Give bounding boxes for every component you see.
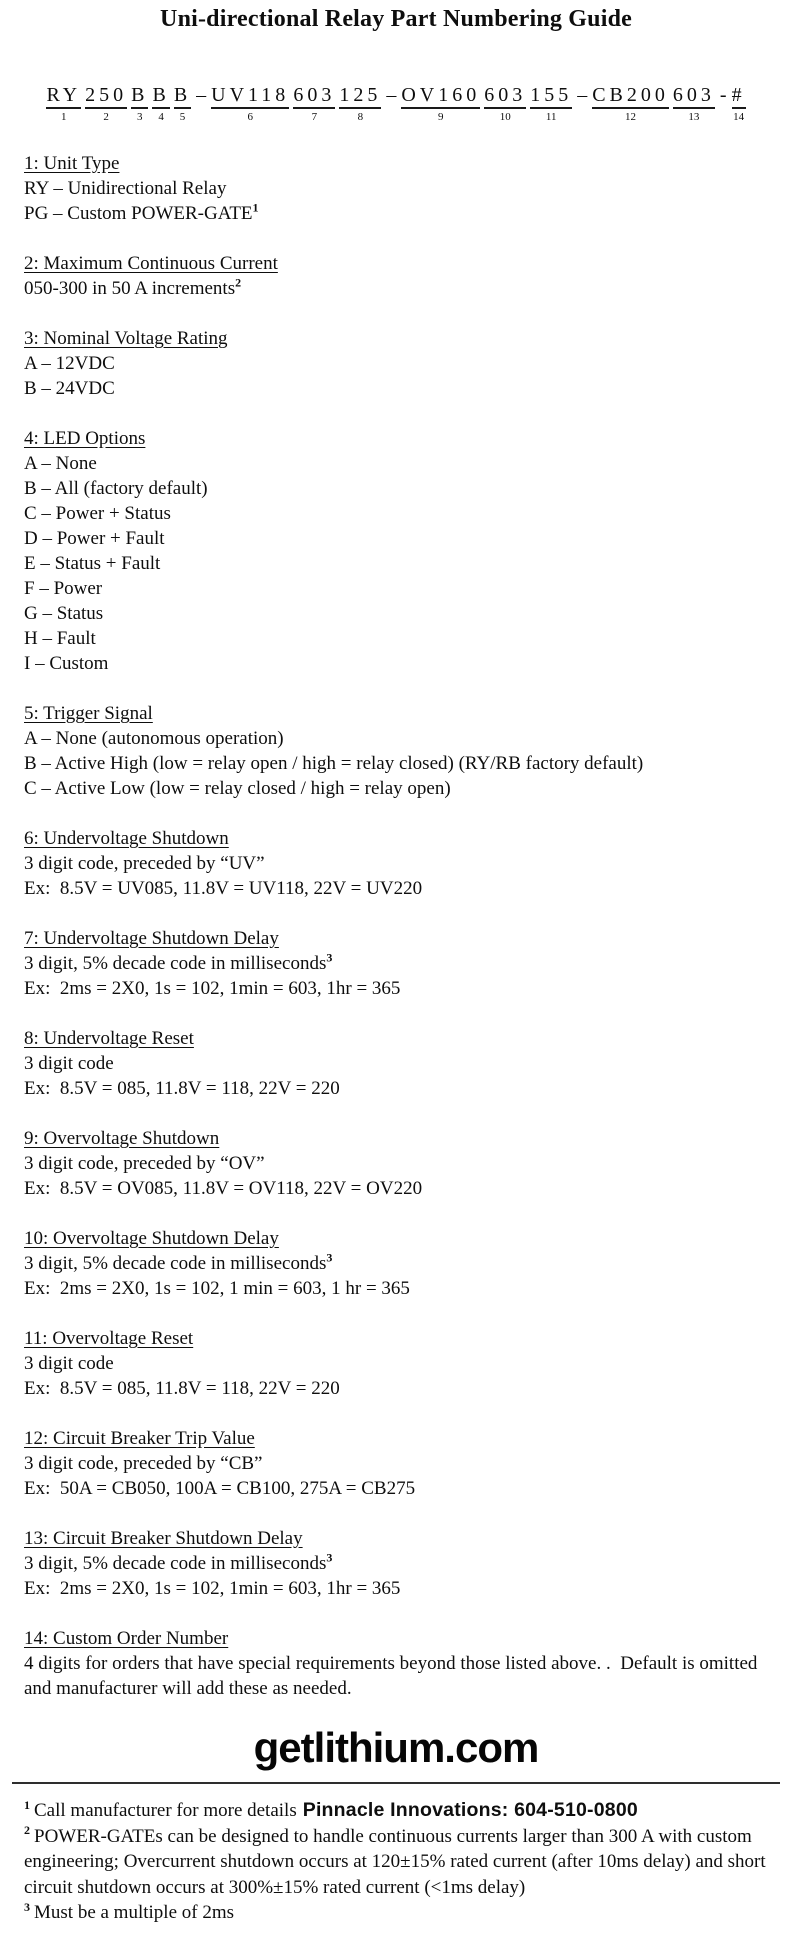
segment-index bbox=[722, 109, 725, 120]
page-title: Uni-directional Relay Part Numbering Guide bbox=[160, 6, 632, 32]
superscript-footnote-ref: 1 bbox=[252, 200, 259, 215]
segment-index: 13 bbox=[688, 111, 700, 123]
section-heading: 10: Overvoltage Shutdown Delay bbox=[24, 1228, 279, 1249]
segment-text: – bbox=[386, 84, 397, 106]
part-number-diagram bbox=[24, 85, 768, 123]
section-line: Ex: 8.5V = 085, 11.8V = 118, 22V = 220 bbox=[24, 1078, 340, 1099]
segment-text: – bbox=[196, 84, 207, 106]
segment-index: 8 bbox=[357, 111, 364, 123]
segment-index: 14 bbox=[733, 111, 745, 123]
section bbox=[24, 701, 768, 801]
section-list bbox=[24, 151, 768, 1701]
section-line: F – Power bbox=[24, 578, 103, 599]
segment-text: RY bbox=[46, 85, 81, 109]
segment-index: 4 bbox=[158, 111, 164, 123]
section-heading: 7: Undervoltage Shutdown Delay bbox=[24, 928, 279, 949]
part-segment bbox=[530, 85, 572, 123]
section-line: 3 digit code bbox=[24, 1353, 114, 1374]
section bbox=[24, 1126, 768, 1201]
segment-text: B bbox=[152, 85, 169, 109]
segment-index bbox=[390, 109, 393, 120]
divider-line bbox=[12, 1782, 780, 1784]
section-heading: 6: Undervoltage Shutdown bbox=[24, 828, 229, 849]
part-segment bbox=[131, 85, 148, 123]
segment-text: CB200 bbox=[592, 85, 669, 109]
section-line: Ex: 2ms = 2X0, 1s = 102, 1min = 603, 1hr = 365 bbox=[24, 978, 401, 999]
part-segment bbox=[211, 85, 289, 123]
segment-index: 11 bbox=[545, 111, 557, 123]
segment-text: UV118 bbox=[211, 85, 289, 109]
section-heading: 8: Undervoltage Reset bbox=[24, 1028, 194, 1049]
segment-index: 5 bbox=[179, 111, 186, 123]
part-segment bbox=[401, 85, 480, 123]
segment-index: 1 bbox=[61, 111, 67, 123]
segment-text: 603 bbox=[293, 85, 335, 109]
section bbox=[24, 1326, 768, 1401]
section-line: 050-300 in 50 A increments$^2$ bbox=[24, 275, 242, 299]
section-line: G – Status bbox=[24, 603, 104, 624]
section-line: A – None (autonomous operation) bbox=[24, 728, 284, 749]
section bbox=[24, 1526, 768, 1601]
footnote-marker: 2 bbox=[24, 1823, 30, 1838]
footnote bbox=[24, 1824, 768, 1901]
segment-index: 9 bbox=[438, 111, 444, 123]
section-heading: 5: Trigger Signal bbox=[24, 703, 153, 724]
segment-text: 155 bbox=[530, 85, 572, 109]
section-line: 3 digit code, preceded by “CB” bbox=[24, 1453, 263, 1474]
brand-phone-text: Pinnacle Innovations: 604-510-0800 bbox=[302, 1799, 638, 1821]
section bbox=[24, 1426, 768, 1501]
section-line: 3 digit, 5% decade code in milliseconds$^3$ bbox=[24, 1550, 333, 1574]
getlithium-logo: getlithium.com bbox=[253, 1724, 539, 1771]
segment-text: 125 bbox=[339, 85, 381, 109]
segment-text: 603 bbox=[484, 85, 526, 109]
part-segment bbox=[592, 85, 669, 123]
section bbox=[24, 151, 768, 226]
section-heading: 13: Circuit Breaker Shutdown Delay bbox=[24, 1528, 303, 1549]
section-line: 3 digit, 5% decade code in milliseconds$^3$ bbox=[24, 950, 333, 974]
section bbox=[24, 251, 768, 301]
footnote bbox=[24, 1900, 768, 1926]
section-heading: 2: Maximum Continuous Current bbox=[24, 253, 278, 274]
section-line: 3 digit code, preceded by “UV” bbox=[24, 853, 265, 874]
section-line: Ex: 8.5V = UV085, 11.8V = UV118, 22V = UV220 bbox=[24, 878, 423, 899]
section-line: B – Active High (low = relay open / high = relay closed) (RY/RB factory default) bbox=[24, 753, 644, 774]
section-heading: 12: Circuit Breaker Trip Value bbox=[24, 1428, 255, 1449]
segment-index bbox=[200, 109, 203, 120]
section-line: A – 12VDC bbox=[24, 353, 115, 374]
footnote-text: Call manufacturer for more details bbox=[34, 1800, 297, 1821]
section-line: C – Active Low (low = relay closed / high = relay open) bbox=[24, 778, 451, 799]
section-heading: 14: Custom Order Number bbox=[24, 1628, 229, 1649]
section-line: Ex: 8.5V = OV085, 11.8V = OV118, 22V = OV220 bbox=[24, 1178, 423, 1199]
segment-index: 10 bbox=[499, 111, 511, 123]
section-line: 3 digit code bbox=[24, 1053, 114, 1074]
segment-text: B bbox=[174, 85, 191, 109]
footnote-text: Must be a multiple of 2ms bbox=[34, 1902, 235, 1923]
segment-text: OV160 bbox=[401, 85, 480, 109]
section-line: Ex: 50A = CB050, 100A = CB100, 275A = CB275 bbox=[24, 1478, 416, 1499]
section-heading: 3: Nominal Voltage Rating bbox=[24, 328, 228, 349]
part-segment bbox=[293, 85, 335, 123]
part-segment bbox=[732, 85, 746, 123]
section-line: H – Fault bbox=[24, 628, 96, 649]
segment-text: 603 bbox=[673, 85, 715, 109]
part-segment bbox=[152, 85, 169, 123]
section bbox=[24, 826, 768, 901]
section-line: B – 24VDC bbox=[24, 378, 115, 399]
segment-text: # bbox=[732, 85, 746, 109]
part-segment bbox=[484, 85, 526, 123]
section-line: A – None bbox=[24, 453, 97, 474]
section bbox=[24, 1626, 768, 1701]
segment-text: – bbox=[577, 84, 588, 106]
part-separator bbox=[719, 85, 728, 120]
section-line: Ex: 2ms = 2X0, 1s = 102, 1 min = 603, 1 hr = 365 bbox=[24, 1278, 410, 1299]
section-heading: 9: Overvoltage Shutdown bbox=[24, 1128, 220, 1149]
footnote-text: POWER-GATEs can be designed to handle continuous currents larger than 300 A with custom engineering; Overcurrent shutdown occurs at 120±15% rated current (after 10ms delay) and short circuit shutdown occurs at 300%±15% rated current (<1ms delay) bbox=[24, 1825, 766, 1898]
footnote bbox=[24, 1798, 768, 1824]
part-segment bbox=[46, 85, 81, 123]
part-segment bbox=[673, 85, 715, 123]
footnote-marker: 3 bbox=[24, 1899, 30, 1914]
section bbox=[24, 326, 768, 401]
footnotes bbox=[24, 1798, 768, 1926]
segment-index: 2 bbox=[103, 111, 109, 123]
superscript-footnote-ref: 3 bbox=[326, 950, 333, 965]
segment-text: B bbox=[131, 85, 148, 109]
section-line: C – Power + Status bbox=[24, 503, 171, 524]
section-line: E – Status + Fault bbox=[24, 553, 161, 574]
superscript-footnote-ref: 3 bbox=[326, 1550, 333, 1565]
section-line: Ex: 8.5V = 085, 11.8V = 118, 22V = 220 bbox=[24, 1378, 340, 1399]
superscript-footnote-ref: 3 bbox=[326, 1250, 333, 1265]
part-separator bbox=[195, 85, 207, 120]
footnote-marker: 1 bbox=[24, 1797, 30, 1812]
section bbox=[24, 1226, 768, 1301]
section-line: D – Power + Fault bbox=[24, 528, 165, 549]
segment-index: 12 bbox=[625, 111, 637, 123]
part-separator bbox=[385, 85, 397, 120]
section-line: 4 digits for orders that have special requirements beyond those listed above. . Default is omitted and manufacturer will add these as needed. bbox=[24, 1653, 763, 1699]
section-line: Ex: 2ms = 2X0, 1s = 102, 1min = 603, 1hr = 365 bbox=[24, 1578, 401, 1599]
section bbox=[24, 1026, 768, 1101]
part-segment bbox=[339, 85, 381, 123]
segment-text: 250 bbox=[85, 85, 127, 109]
section-line: B – All (factory default) bbox=[24, 478, 208, 499]
segment-text: - bbox=[719, 84, 727, 106]
part-segment bbox=[174, 85, 191, 123]
section-line: PG – Custom POWER-GATE$^1$ bbox=[24, 200, 259, 224]
section-line: 3 digit, 5% decade code in milliseconds$^3$ bbox=[24, 1250, 333, 1274]
part-segment bbox=[85, 85, 127, 123]
segment-index: 7 bbox=[311, 111, 318, 123]
section-heading: 11: Overvoltage Reset bbox=[24, 1328, 194, 1349]
section-heading: 4: LED Options bbox=[24, 428, 146, 449]
section-line: 3 digit code, preceded by “OV” bbox=[24, 1153, 265, 1174]
segment-index: 3 bbox=[137, 111, 143, 123]
section-line: I – Custom bbox=[24, 653, 109, 674]
section bbox=[24, 426, 768, 676]
section-heading: 1: Unit Type bbox=[24, 153, 120, 174]
segment-index bbox=[581, 109, 584, 120]
section-line: RY – Unidirectional Relay bbox=[24, 178, 227, 199]
section bbox=[24, 926, 768, 1001]
part-separator bbox=[576, 85, 588, 120]
superscript-footnote-ref: 2 bbox=[235, 275, 242, 290]
segment-index: 6 bbox=[247, 111, 253, 123]
